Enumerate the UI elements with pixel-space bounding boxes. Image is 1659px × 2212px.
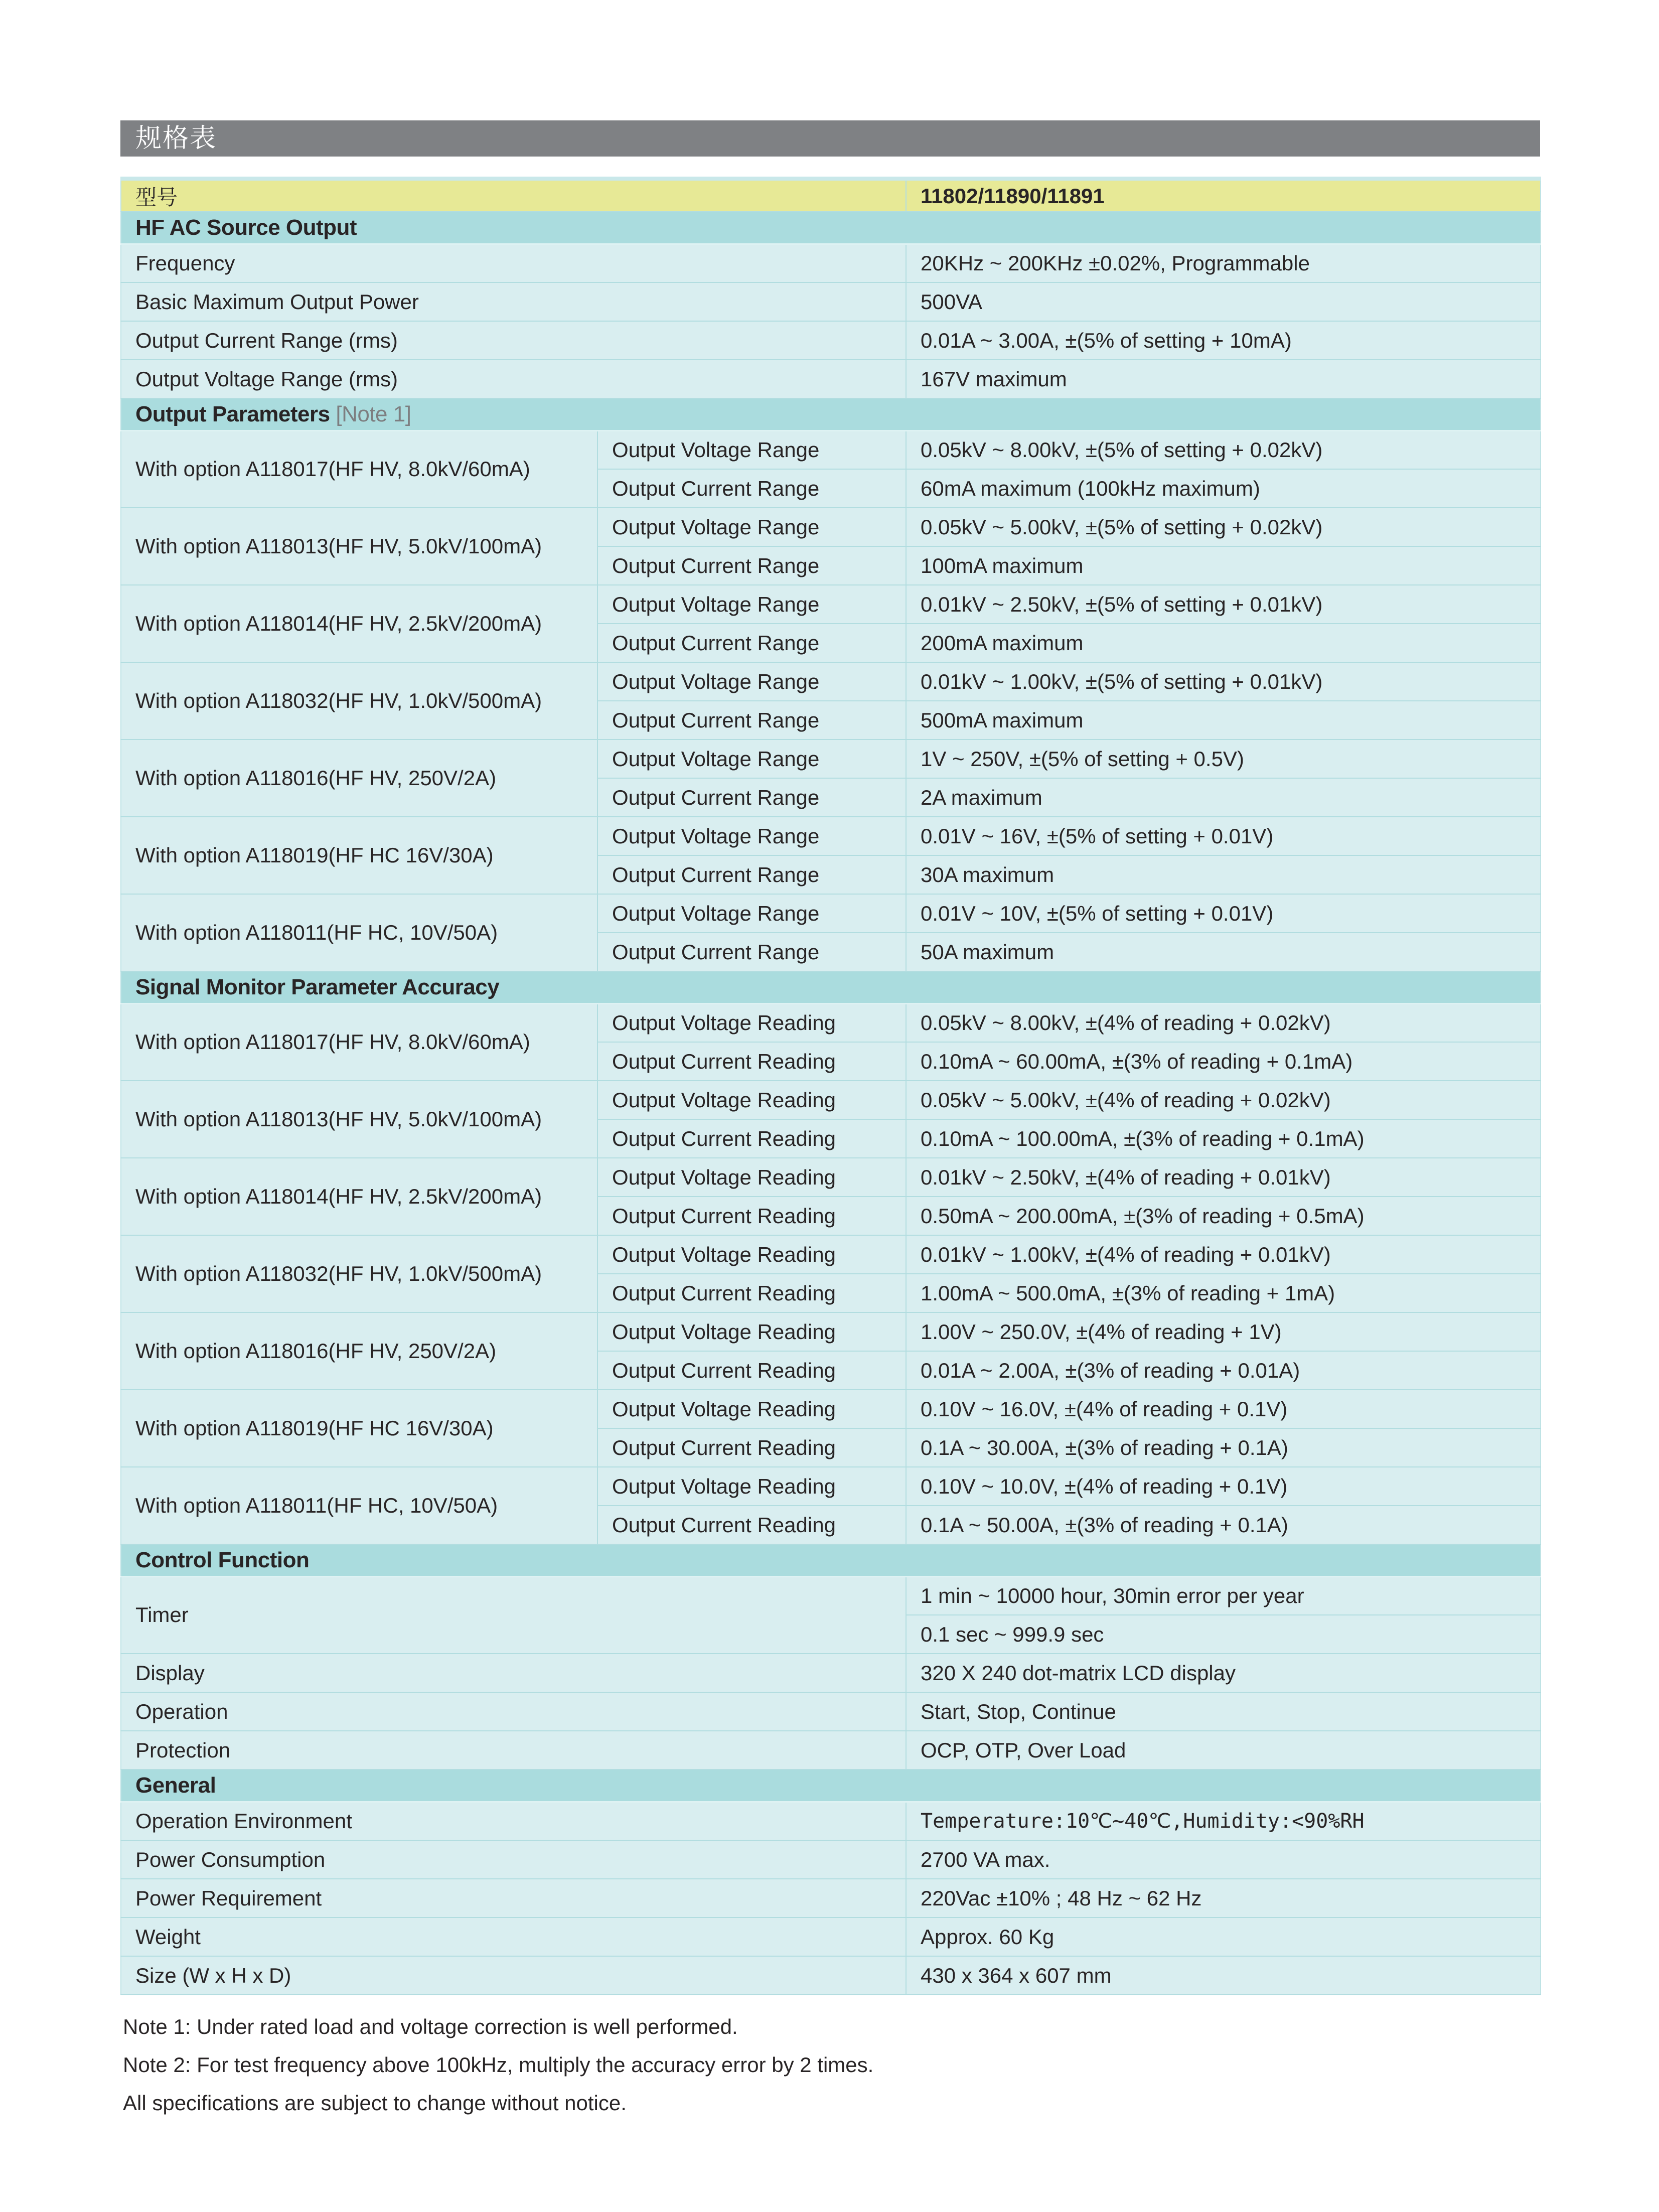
row-value: 20KHz ~ 200KHz ±0.02%, Programmable [906,244,1541,282]
row-value: 100mA maximum [906,546,1541,585]
row-value: 2A maximum [906,778,1541,817]
sub-row-label: Output Current Range [597,778,906,817]
spec-row [121,1003,1541,1042]
sub-row-label: Output Current Reading [597,1042,906,1081]
footnote: Note 2: For test frequency above 100kHz, multiply the accuracy error by 2 times. [123,2053,874,2077]
sub-row-label: Output Voltage Range [597,662,906,701]
sub-row-label: Output Current Range [597,933,906,971]
section-header [121,398,1541,430]
row-label: Basic Maximum Output Power [121,282,906,321]
spec-row [121,662,1541,701]
row-value: 0.1A ~ 50.00A, ±(3% of reading + 0.1A) [906,1506,1541,1544]
sub-row-label: Output Voltage Reading [597,1312,906,1351]
row-value: OCP, OTP, Over Load [906,1731,1541,1769]
row-label: Operation [121,1692,906,1731]
spec-row [121,244,1541,282]
sub-row-label: Output Voltage Range [597,430,906,469]
group-label: With option A118032(HF HV, 1.0kV/500mA) [121,1235,597,1312]
row-value: 0.10mA ~ 100.00mA, ±(3% of reading + 0.1mA) [906,1119,1541,1158]
section-header [121,212,1541,244]
row-label: Output Current Range (rms) [121,321,906,360]
sub-row-label: Output Voltage Range [597,817,906,855]
row-value: 0.1A ~ 30.00A, ±(3% of reading + 0.1A) [906,1428,1541,1467]
row-value: 0.05kV ~ 8.00kV, ±(4% of reading + 0.02kV) [906,1003,1541,1042]
model-row [121,179,1541,212]
footnote: Note 1: Under rated load and voltage correction is well performed. [123,2015,738,2038]
section-header [121,971,1541,1003]
row-value: 50A maximum [906,933,1541,971]
sub-row-label: Output Voltage Reading [597,1467,906,1506]
group-label: Timer [121,1576,906,1654]
spec-row [121,321,1541,360]
page-title: 规格表 [120,120,1540,157]
row-value: 1.00V ~ 250.0V, ±(4% of reading + 1V) [906,1312,1541,1351]
row-label: Power Consumption [121,1840,906,1879]
sub-row-label: Output Voltage Reading [597,1235,906,1274]
sub-row-label: Output Voltage Reading [597,1081,906,1119]
group-label: With option A118016(HF HV, 250V/2A) [121,1312,597,1390]
sub-row-label: Output Current Range [597,469,906,508]
spec-row [121,1576,1541,1615]
section-header-label: General [135,1773,216,1798]
row-label: Weight [121,1918,906,1956]
row-value: 2700 VA max. [906,1840,1541,1879]
group-label: With option A118014(HF HV, 2.5kV/200mA) [121,585,597,662]
group-label: With option A118017(HF HV, 8.0kV/60mA) [121,430,597,508]
group-label: With option A118011(HF HC, 10V/50A) [121,1467,597,1544]
section-header-row [121,971,1541,1003]
row-label: Display [121,1654,906,1692]
spec-row [121,1956,1541,1995]
row-value: 0.10V ~ 16.0V, ±(4% of reading + 0.1V) [906,1390,1541,1428]
row-value: Start, Stop, Continue [906,1692,1541,1731]
group-label: With option A118019(HF HC 16V/30A) [121,1390,597,1467]
row-value: 1V ~ 250V, ±(5% of setting + 0.5V) [906,740,1541,778]
sub-row-label: Output Voltage Range [597,585,906,624]
section-header-label: Control Function [135,1547,310,1572]
row-value: 0.01V ~ 10V, ±(5% of setting + 0.01V) [906,894,1541,933]
group-label: With option A118017(HF HV, 8.0kV/60mA) [121,1003,597,1081]
sub-row-label: Output Voltage Range [597,508,906,546]
group-label: With option A118032(HF HV, 1.0kV/500mA) [121,662,597,740]
row-value: 500VA [906,282,1541,321]
spec-row [121,1158,1541,1197]
model-value: 11802/11890/11891 [906,179,1541,212]
spec-row [121,282,1541,321]
section-header-note: [Note 1] [336,401,411,426]
row-value: 320 X 240 dot-matrix LCD display [906,1654,1541,1692]
group-label: With option A118011(HF HC, 10V/50A) [121,894,597,971]
spec-row [121,1802,1541,1840]
sub-row-label: Output Current Range [597,701,906,740]
row-value: 60mA maximum (100kHz maximum) [906,469,1541,508]
spec-row [121,1879,1541,1918]
spec-row [121,1390,1541,1428]
row-value: 0.05kV ~ 5.00kV, ±(5% of setting + 0.02kV) [906,508,1541,546]
spec-row [121,1692,1541,1731]
footnotes [123,2008,1578,2122]
row-value: Temperature:10℃~40℃,Humidity:<90%RH [906,1802,1541,1840]
spec-row [121,508,1541,546]
spec-row [121,430,1541,469]
section-header-label: HF AC Source Output [135,215,357,240]
section-header [121,1544,1541,1576]
row-label: Power Requirement [121,1879,906,1918]
group-label: With option A118014(HF HV, 2.5kV/200mA) [121,1158,597,1235]
section-header [121,1769,1541,1802]
row-value: 0.01V ~ 16V, ±(5% of setting + 0.01V) [906,817,1541,855]
row-value: 0.01A ~ 3.00A, ±(5% of setting + 10mA) [906,321,1541,360]
row-value: 1.00mA ~ 500.0mA, ±(3% of reading + 1mA) [906,1274,1541,1312]
spec-row [121,740,1541,778]
group-label: With option A118016(HF HV, 250V/2A) [121,740,597,817]
spec-row [121,1235,1541,1274]
spec-row [121,1467,1541,1506]
section-header-row [121,1544,1541,1576]
sub-row-label: Output Current Reading [597,1197,906,1235]
row-value: 0.10mA ~ 60.00mA, ±(3% of reading + 0.1mA) [906,1042,1541,1081]
row-value: 0.05kV ~ 5.00kV, ±(4% of reading + 0.02kV) [906,1081,1541,1119]
sub-row-label: Output Current Reading [597,1274,906,1312]
sub-row-label: Output Current Reading [597,1506,906,1544]
row-value: 0.01kV ~ 2.50kV, ±(4% of reading + 0.01kV) [906,1158,1541,1197]
row-value: 0.05kV ~ 8.00kV, ±(5% of setting + 0.02kV) [906,430,1541,469]
row-label: Frequency [121,244,906,282]
row-label: Size (W x H x D) [121,1956,906,1995]
spec-row [121,894,1541,933]
row-value: 167V maximum [906,360,1541,398]
row-label: Protection [121,1731,906,1769]
spec-row [121,1918,1541,1956]
spec-row [121,1731,1541,1769]
row-value: 500mA maximum [906,701,1541,740]
spec-row [121,1654,1541,1692]
section-header-row [121,398,1541,430]
sub-row-label: Output Voltage Range [597,894,906,933]
row-value: 0.01kV ~ 1.00kV, ±(4% of reading + 0.01kV) [906,1235,1541,1274]
row-value: 200mA maximum [906,624,1541,662]
row-value: 0.01kV ~ 1.00kV, ±(5% of setting + 0.01kV) [906,662,1541,701]
row-value: 1 min ~ 10000 hour, 30min error per year [906,1576,1541,1615]
spec-table [120,177,1541,1995]
sub-row-label: Output Current Range [597,624,906,662]
spec-row [121,1081,1541,1119]
spec-row [121,1312,1541,1351]
spec-row [121,585,1541,624]
group-label: With option A118013(HF HV, 5.0kV/100mA) [121,1081,597,1158]
sub-row-label: Output Voltage Reading [597,1390,906,1428]
sub-row-label: Output Current Reading [597,1119,906,1158]
group-label: With option A118013(HF HV, 5.0kV/100mA) [121,508,597,585]
spec-row [121,1840,1541,1879]
sub-row-label: Output Voltage Reading [597,1158,906,1197]
row-value: 0.1 sec ~ 999.9 sec [906,1615,1541,1654]
model-label: 型号 [121,179,906,212]
sub-row-label: Output Current Range [597,855,906,894]
sub-row-label: Output Voltage Range [597,740,906,778]
group-label: With option A118019(HF HC 16V/30A) [121,817,597,894]
row-label: Operation Environment [121,1802,906,1840]
row-value: 430 x 364 x 607 mm [906,1956,1541,1995]
spec-row [121,360,1541,398]
spec-row [121,817,1541,855]
row-value: Approx. 60 Kg [906,1918,1541,1956]
sub-row-label: Output Current Reading [597,1428,906,1467]
row-label: Output Voltage Range (rms) [121,360,906,398]
row-value: 0.10V ~ 10.0V, ±(4% of reading + 0.1V) [906,1467,1541,1506]
section-header-label: Output Parameters [135,401,330,426]
row-value: 0.01A ~ 2.00A, ±(3% of reading + 0.01A) [906,1351,1541,1390]
footnote: All specifications are subject to change without notice. [123,2091,627,2115]
section-header-label: Signal Monitor Parameter Accuracy [135,974,500,999]
section-header-row [121,1769,1541,1802]
row-value: 0.01kV ~ 2.50kV, ±(5% of setting + 0.01kV) [906,585,1541,624]
row-value: 220Vac ±10% ; 48 Hz ~ 62 Hz [906,1879,1541,1918]
sub-row-label: Output Current Range [597,546,906,585]
section-header-row [121,212,1541,244]
row-value: 0.50mA ~ 200.00mA, ±(3% of reading + 0.5mA) [906,1197,1541,1235]
row-value: 30A maximum [906,855,1541,894]
sub-row-label: Output Voltage Reading [597,1003,906,1042]
sub-row-label: Output Current Reading [597,1351,906,1390]
